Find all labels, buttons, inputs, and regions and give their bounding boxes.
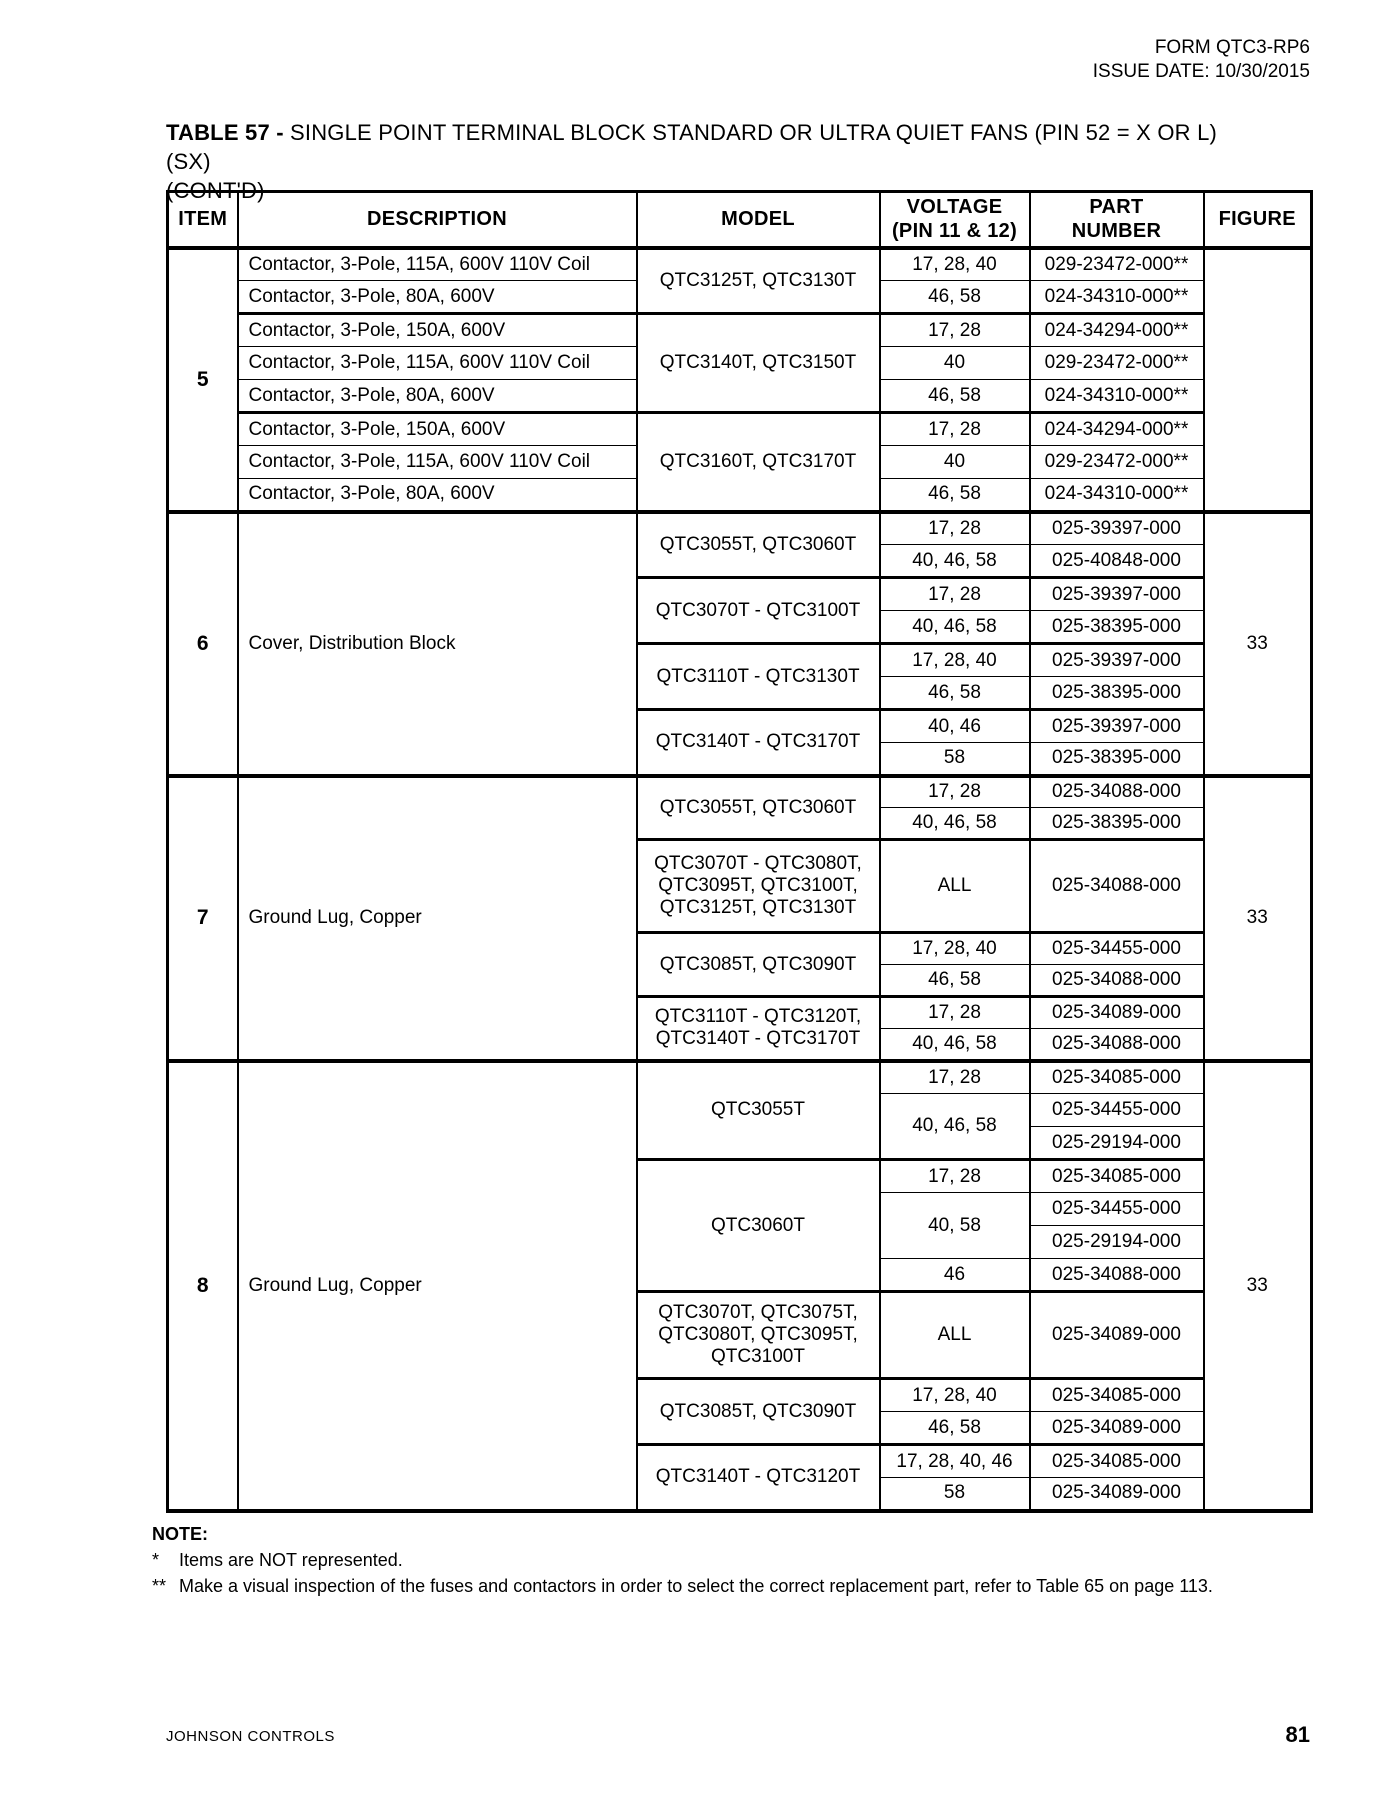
part-number-cell: 025-34088-000 — [1030, 776, 1204, 808]
model-cell: QTC3140T - QTC3170T — [637, 710, 880, 776]
note-star1-marker: * — [152, 1550, 160, 1570]
note-block — [152, 1521, 1332, 1599]
part-number-cell: 025-38395-000 — [1030, 743, 1204, 776]
description-cell: Ground Lug, Copper — [238, 1061, 637, 1511]
part-number-cell: 024-34294-000** — [1030, 413, 1204, 446]
header-part-line1: PART — [1089, 196, 1144, 219]
table-title-text: SINGLE POINT TERMINAL BLOCK STANDARD OR ULTRA QUIET FANS (PIN 52 = X OR L) (SX) — [166, 120, 1218, 174]
part-number-cell: 025-34089-000 — [1030, 997, 1204, 1029]
description-cell: Contactor, 3-Pole, 80A, 600V — [238, 281, 637, 314]
voltage-cell: 17, 28, 40 — [880, 644, 1030, 677]
voltage-cell: 17, 28 — [880, 997, 1030, 1029]
voltage-cell: 40, 46 — [880, 710, 1030, 743]
voltage-cell: 40, 46, 58 — [880, 1029, 1030, 1061]
item-cell: 6 — [168, 512, 238, 776]
part-number-cell: 025-38395-000 — [1030, 808, 1204, 840]
model-cell: QTC3070T - QTC3080T, QTC3095T, QTC3100T, QTC3125T, QTC3130T — [637, 840, 880, 933]
voltage-cell: 40, 58 — [880, 1193, 1030, 1259]
model-cell: QTC3070T - QTC3100T — [637, 578, 880, 644]
model-cell: QTC3160T, QTC3170T — [637, 413, 880, 512]
voltage-cell: ALL — [880, 840, 1030, 933]
voltage-cell: 40, 46, 58 — [880, 611, 1030, 644]
voltage-cell: 46, 58 — [880, 677, 1030, 710]
part-number-cell: 025-40848-000 — [1030, 545, 1204, 578]
part-number-cell: 025-29194-000 — [1030, 1127, 1204, 1160]
part-number-cell: 025-34088-000 — [1030, 840, 1204, 933]
header-item: ITEM — [168, 192, 238, 248]
part-number-cell: 029-23472-000** — [1030, 446, 1204, 479]
model-cell: QTC3055T, QTC3060T — [637, 512, 880, 578]
model-cell: QTC3110T - QTC3130T — [637, 644, 880, 710]
note-star2-text: Make a visual inspection of the fuses and contactors in order to select the correct replacement part, refer to Table 65 on page 113. — [179, 1576, 1213, 1596]
description-cell: Cover, Distribution Block — [238, 512, 637, 776]
part-number-cell: 025-34089-000 — [1030, 1412, 1204, 1445]
voltage-cell: 17, 28, 40 — [880, 1379, 1030, 1412]
model-cell: QTC3125T, QTC3130T — [637, 248, 880, 314]
note-star1 — [152, 1547, 1332, 1573]
part-number-cell: 024-34310-000** — [1030, 380, 1204, 413]
voltage-cell: 17, 28 — [880, 1160, 1030, 1193]
description-cell: Contactor, 3-Pole, 115A, 600V 110V Coil — [238, 347, 637, 380]
part-number-cell: 025-34089-000 — [1030, 1478, 1204, 1511]
header-voltage-line1: VOLTAGE — [906, 196, 1003, 219]
voltage-cell: 58 — [880, 1478, 1030, 1511]
model-cell: QTC3110T - QTC3120T, QTC3140T - QTC3170T — [637, 997, 880, 1061]
voltage-cell: 40, 46, 58 — [880, 1094, 1030, 1160]
part-number-cell: 025-34455-000 — [1030, 1193, 1204, 1226]
voltage-cell: 17, 28 — [880, 413, 1030, 446]
part-number-cell: 025-34088-000 — [1030, 1029, 1204, 1061]
model-cell: QTC3140T, QTC3150T — [637, 314, 880, 413]
voltage-cell: 46, 58 — [880, 281, 1030, 314]
table-row — [168, 413, 1312, 446]
voltage-cell: 40, 46, 58 — [880, 545, 1030, 578]
table-row — [168, 314, 1312, 347]
part-number-cell: 025-34088-000 — [1030, 965, 1204, 997]
part-number-cell: 025-39397-000 — [1030, 710, 1204, 743]
part-number-cell: 025-39397-000 — [1030, 578, 1204, 611]
voltage-cell: 17, 28 — [880, 1061, 1030, 1094]
voltage-cell: 17, 28, 40, 46 — [880, 1445, 1030, 1478]
model-cell: QTC3055T — [637, 1061, 880, 1160]
voltage-cell: 40 — [880, 347, 1030, 380]
page-number: 81 — [1285, 1722, 1310, 1747]
part-number-cell: 025-34085-000 — [1030, 1445, 1204, 1478]
part-number-cell: 025-34455-000 — [1030, 933, 1204, 965]
part-number-cell: 029-23472-000** — [1030, 347, 1204, 380]
document-header — [1093, 36, 1310, 84]
voltage-cell: 40 — [880, 446, 1030, 479]
part-number-cell: 025-34455-000 — [1030, 1094, 1204, 1127]
description-cell: Contactor, 3-Pole, 80A, 600V — [238, 380, 637, 413]
voltage-cell: 17, 28, 40 — [880, 248, 1030, 281]
voltage-cell: 17, 28 — [880, 512, 1030, 545]
header-model: MODEL — [637, 192, 880, 248]
voltage-cell: 46 — [880, 1259, 1030, 1292]
figure-cell: 33 — [1204, 776, 1312, 1061]
voltage-cell: 17, 28 — [880, 578, 1030, 611]
part-number-cell: 025-34085-000 — [1030, 1379, 1204, 1412]
table-title-number: TABLE 57 - — [166, 120, 284, 145]
part-number-cell: 025-34089-000 — [1030, 1292, 1204, 1379]
form-number: FORM QTC3-RP6 — [1154, 37, 1310, 58]
header-voltage — [880, 192, 1030, 248]
part-number-cell: 024-34294-000** — [1030, 314, 1204, 347]
table-row — [168, 248, 1312, 281]
table-row — [168, 776, 1312, 808]
voltage-cell: ALL — [880, 1292, 1030, 1379]
issue-date: ISSUE DATE: 10/30/2015 — [1092, 61, 1310, 82]
model-cell: QTC3140T - QTC3120T — [637, 1445, 880, 1511]
part-number-cell: 025-38395-000 — [1030, 611, 1204, 644]
parts-table — [166, 190, 1313, 1513]
voltage-cell: 46, 58 — [880, 380, 1030, 413]
part-number-cell: 025-34085-000 — [1030, 1160, 1204, 1193]
item-cell: 8 — [168, 1061, 238, 1511]
header-part-number — [1030, 192, 1204, 248]
note-label: NOTE: — [152, 1524, 208, 1544]
part-number-cell: 025-38395-000 — [1030, 677, 1204, 710]
voltage-cell: 58 — [880, 743, 1030, 776]
part-number-cell: 025-39397-000 — [1030, 644, 1204, 677]
note-star2 — [152, 1573, 1332, 1599]
model-cell: QTC3070T, QTC3075T, QTC3080T, QTC3095T, QTC3100T — [637, 1292, 880, 1379]
voltage-cell: 46, 58 — [880, 965, 1030, 997]
part-number-cell: 025-39397-000 — [1030, 512, 1204, 545]
model-cell: QTC3060T — [637, 1160, 880, 1292]
voltage-cell: 46, 58 — [880, 1412, 1030, 1445]
description-cell: Contactor, 3-Pole, 80A, 600V — [238, 479, 637, 512]
description-cell: Contactor, 3-Pole, 115A, 600V 110V Coil — [238, 248, 637, 281]
figure-cell: 33 — [1204, 1061, 1312, 1511]
description-cell: Ground Lug, Copper — [238, 776, 637, 1061]
header-voltage-line2: (PIN 11 & 12) — [891, 220, 1018, 243]
voltage-cell: 17, 28, 40 — [880, 933, 1030, 965]
part-number-cell: 024-34310-000** — [1030, 479, 1204, 512]
description-cell: Contactor, 3-Pole, 150A, 600V — [238, 314, 637, 347]
part-number-cell: 029-23472-000** — [1030, 248, 1204, 281]
figure-cell — [1204, 248, 1312, 512]
table-title-contd: (CONT'D) — [166, 178, 265, 203]
model-cell: QTC3085T, QTC3090T — [637, 933, 880, 997]
voltage-cell: 17, 28 — [880, 776, 1030, 808]
voltage-cell: 17, 28 — [880, 314, 1030, 347]
part-number-cell: 025-34088-000 — [1030, 1259, 1204, 1292]
parts-table-container — [166, 190, 1313, 1513]
footer-company: JOHNSON CONTROLS — [166, 1728, 335, 1745]
part-number-cell: 025-34085-000 — [1030, 1061, 1204, 1094]
header-description: DESCRIPTION — [238, 192, 637, 248]
voltage-cell: 46, 58 — [880, 479, 1030, 512]
note-star2-marker: ** — [152, 1576, 167, 1596]
part-number-cell: 024-34310-000** — [1030, 281, 1204, 314]
table-row — [168, 512, 1312, 545]
figure-cell: 33 — [1204, 512, 1312, 776]
part-number-cell: 025-29194-000 — [1030, 1226, 1204, 1259]
description-cell: Contactor, 3-Pole, 115A, 600V 110V Coil — [238, 446, 637, 479]
voltage-cell: 40, 46, 58 — [880, 808, 1030, 840]
model-cell: QTC3055T, QTC3060T — [637, 776, 880, 840]
model-cell: QTC3085T, QTC3090T — [637, 1379, 880, 1445]
header-figure: FIGURE — [1204, 192, 1312, 248]
header-part-line2: NUMBER — [1071, 220, 1162, 243]
table-row — [168, 1061, 1312, 1094]
item-cell: 7 — [168, 776, 238, 1061]
item-cell: 5 — [168, 248, 238, 512]
description-cell: Contactor, 3-Pole, 150A, 600V — [238, 413, 637, 446]
note-star1-text: Items are NOT represented. — [179, 1550, 403, 1570]
